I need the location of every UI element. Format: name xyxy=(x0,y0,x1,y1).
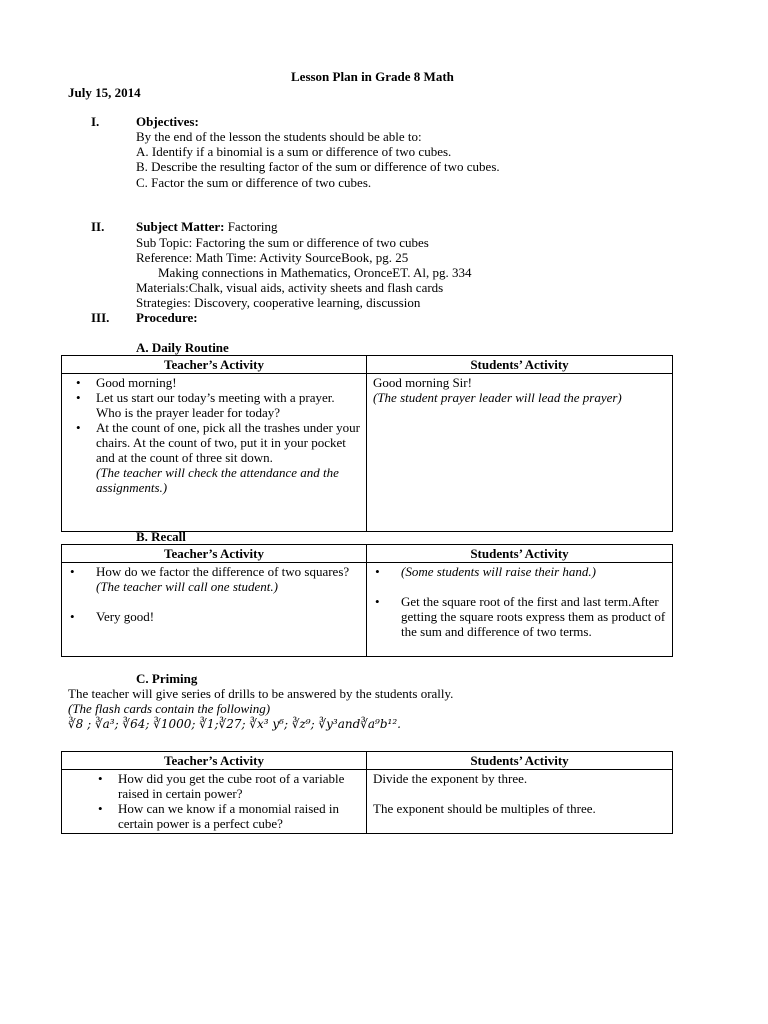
daily-routine-student-note: (The student prayer leader will lead the prayer) xyxy=(373,390,622,405)
recall-heading: B. Recall xyxy=(136,529,186,544)
recall-teacher-cell xyxy=(62,563,367,657)
recall-students-list xyxy=(373,564,666,639)
recall-students-cell xyxy=(367,563,673,657)
subject-matter-heading: Subject Matter: xyxy=(136,219,225,234)
objective-b: B. Describe the resulting factor of the sum or difference of two cubes. xyxy=(136,159,500,174)
materials: Materials:Chalk, visual aids, activity sheets and flash cards xyxy=(136,280,444,295)
objectives-intro: By the end of the lesson the students should be able to: xyxy=(136,129,422,144)
daily-routine-heading: A. Daily Routine xyxy=(136,340,229,355)
lesson-date: July 15, 2014 xyxy=(68,85,141,100)
subject-matter-numeral: II. xyxy=(91,219,105,234)
objective-c: C. Factor the sum or difference of two cubes. xyxy=(136,175,372,190)
daily-routine-students-cell xyxy=(367,374,673,532)
list-item: • Get the square root of the first and last term.After getting the square roots express them as product of the sum and difference of two terms. xyxy=(401,594,666,639)
list-item: • Let us start our today’s meeting with a prayer. Who is the prayer leader for today? xyxy=(96,390,360,420)
objective-a: A. Identify if a binomial is a sum or difference of two cubes. xyxy=(136,144,452,159)
daily-routine-teacher-list xyxy=(68,375,360,465)
priming-student-line-1: Divide the exponent by three. xyxy=(373,771,528,786)
priming-students-header: Students’ Activity xyxy=(367,752,673,770)
flash-card-expressions: ∛8 ; ∛a³; ∛64; ∛1000; ∛1;∛27; ∛x³ y⁶; ∛z⁹; ∛y³and∛a⁹b¹². xyxy=(68,717,401,731)
priming-teacher-cell xyxy=(62,770,367,834)
reference-1: Reference: Math Time: Activity SourceBook, pg. 25 xyxy=(136,250,409,265)
recall-table xyxy=(61,544,673,657)
page-title: Lesson Plan in Grade 8 Math xyxy=(291,69,454,84)
list-item: • Very good! xyxy=(96,609,360,624)
daily-routine-students-header: Students’ Activity xyxy=(367,356,673,374)
priming-student-line-2: The exponent should be multiples of three. xyxy=(373,801,596,816)
daily-routine-teacher-header: Teacher’s Activity xyxy=(62,356,367,374)
priming-students-cell xyxy=(367,770,673,834)
subject-matter-topic: Factoring xyxy=(224,219,278,234)
priming-heading: C. Priming xyxy=(136,671,198,686)
list-item: • (Some students will raise their hand.) xyxy=(401,564,666,579)
recall-teacher-note: (The teacher will call one student.) xyxy=(96,579,278,594)
procedure-numeral: III. xyxy=(91,310,110,325)
recall-teacher-header: Teacher’s Activity xyxy=(62,545,367,563)
priming-table xyxy=(61,751,673,834)
daily-routine-teacher-cell xyxy=(62,374,367,532)
reference-2: Making connections in Mathematics, OronceET. Al, pg. 334 xyxy=(158,265,472,280)
list-item: • How did you get the cube root of a variable raised in certain power? xyxy=(118,771,360,801)
recall-teacher-list xyxy=(68,564,360,579)
priming-line: The teacher will give series of drills to be answered by the students orally. xyxy=(68,686,454,701)
strategies: Strategies: Discovery, cooperative learning, discussion xyxy=(136,295,421,310)
daily-routine-teacher-note: (The teacher will check the attendance and the assignments.) xyxy=(96,465,339,495)
objectives-numeral: I. xyxy=(91,114,100,129)
subject-matter-line xyxy=(136,219,278,234)
list-item: • At the count of one, pick all the trashes under your chairs. At the count of two, put it in your pocket and at the count of three sit down. xyxy=(96,420,360,465)
recall-teacher-list-2 xyxy=(68,609,360,624)
recall-students-header: Students’ Activity xyxy=(367,545,673,563)
sub-topic: Sub Topic: Factoring the sum or difference of two cubes xyxy=(136,235,429,250)
procedure-heading: Procedure: xyxy=(136,310,198,325)
objectives-heading: Objectives: xyxy=(136,114,199,129)
daily-routine-student-line: Good morning Sir! xyxy=(373,375,472,390)
priming-teacher-list xyxy=(68,771,360,831)
priming-note: (The flash cards contain the following) xyxy=(68,701,271,716)
list-item: • How can we know if a monomial raised in certain power is a perfect cube? xyxy=(118,801,360,831)
list-item: • Good morning! xyxy=(96,375,360,390)
list-item: • How do we factor the difference of two squares? xyxy=(96,564,360,579)
daily-routine-table xyxy=(61,355,673,532)
priming-teacher-header: Teacher’s Activity xyxy=(62,752,367,770)
